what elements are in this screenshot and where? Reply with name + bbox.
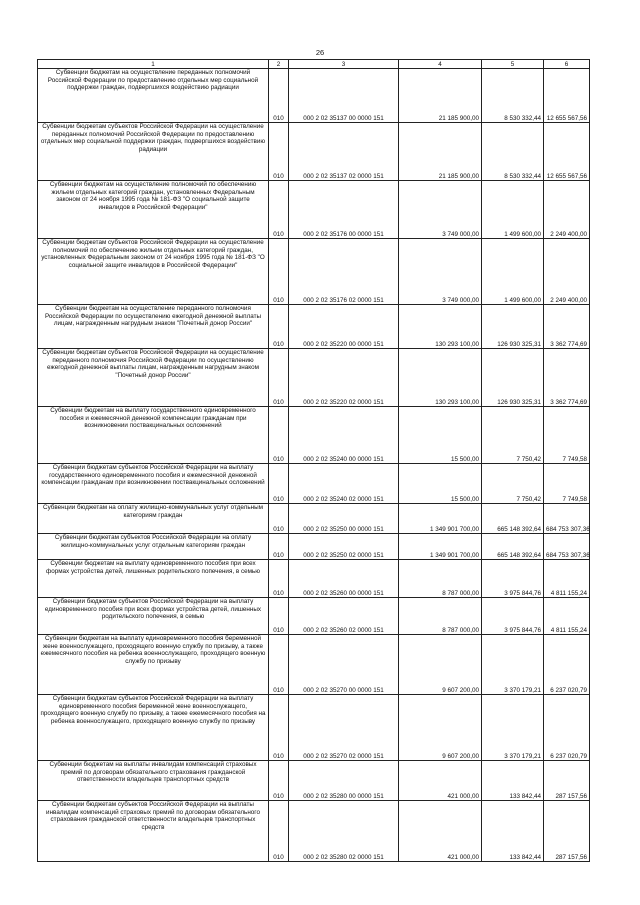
row-line-code: 010	[269, 239, 289, 305]
row-line-code: 010	[269, 534, 289, 560]
row-budget-code: 000 2 02 35176 02 0000 151	[289, 239, 399, 305]
row-approved-amount: 15 500,00	[399, 407, 482, 464]
row-executed-amount: 665 148 392,64	[482, 534, 544, 560]
table-row	[38, 504, 590, 534]
table-row	[38, 69, 590, 123]
row-budget-code: 000 2 02 35220 02 0000 151	[289, 349, 399, 407]
row-unexecuted-amount: 4 811 155,24	[544, 598, 590, 635]
row-budget-code: 000 2 02 35250 02 0000 151	[289, 534, 399, 560]
row-line-code: 010	[269, 504, 289, 534]
row-budget-code: 000 2 02 35240 00 0000 151	[289, 407, 399, 464]
row-description: Субвенции бюджетам на оплату жилищно-коммунальных услуг отдельным категориям граждан	[38, 504, 269, 534]
row-executed-amount: 7 750,42	[482, 464, 544, 504]
row-unexecuted-amount: 3 362 774,69	[544, 349, 590, 407]
row-executed-amount: 8 530 332,44	[482, 123, 544, 181]
row-line-code: 010	[269, 801, 289, 862]
row-approved-amount: 1 349 901 700,00	[399, 504, 482, 534]
table-row	[38, 407, 590, 464]
row-executed-amount: 3 975 844,76	[482, 560, 544, 598]
budget-table	[37, 59, 590, 862]
row-line-code: 010	[269, 407, 289, 464]
row-approved-amount: 3 749 000,00	[399, 239, 482, 305]
row-unexecuted-amount: 7 749,58	[544, 407, 590, 464]
row-line-code: 010	[269, 695, 289, 761]
row-budget-code: 000 2 02 35260 00 0000 151	[289, 560, 399, 598]
row-description: Субвенции бюджетам на выплату государственного единовременного пособия и ежемесячной денежной компенсации гражданам при возникновении поствакцинальных осложнений	[38, 407, 269, 464]
row-description: Субвенции бюджетам субъектов Российской Федерации на выплату единовременного пособия беременной жене военнослужащего, проходящего военную службу по призыву, а также ежемесячного пособия на ребенка военнослужащего, проходящего военную службу по призыву	[38, 695, 269, 761]
row-description: Субвенции бюджетам на выплаты инвалидам компенсаций страховых премий по договорам обязательного страхования гражданской ответственности владельцев транспортных средств	[38, 761, 269, 801]
table-row	[38, 801, 590, 862]
row-description: Субвенции бюджетам на осуществление переданного полномочия Российской Федерации по осуществлению ежегодной денежной выплаты лицам, награжденным нагрудным знаком "Почетный донор России"	[38, 305, 269, 349]
row-budget-code: 000 2 02 35176 00 0000 151	[289, 181, 399, 239]
row-description: Субвенции бюджетам субъектов Российской Федерации на выплаты инвалидам компенсаций страховых премий по договорам обязательного страхования гражданской ответственности владельцев транспортных средств	[38, 801, 269, 862]
page-number: 26	[315, 48, 325, 57]
row-executed-amount: 665 148 392,64	[482, 504, 544, 534]
row-line-code: 010	[269, 69, 289, 123]
row-unexecuted-amount: 6 237 020,79	[544, 695, 590, 761]
column-header-4: 4	[399, 60, 482, 69]
column-header-2: 2	[269, 60, 289, 69]
column-number-row	[38, 60, 590, 69]
row-approved-amount: 8 787 000,00	[399, 598, 482, 635]
row-line-code: 010	[269, 560, 289, 598]
row-approved-amount: 421 000,00	[399, 761, 482, 801]
row-line-code: 010	[269, 761, 289, 801]
row-executed-amount: 133 842,44	[482, 761, 544, 801]
row-unexecuted-amount: 684 753 307,36	[544, 534, 590, 560]
table-row	[38, 560, 590, 598]
row-description: Субвенции бюджетам на выплату единовременного пособия при всех формах устройства детей, лишенных родительского попечения, в семью	[38, 560, 269, 598]
row-description: Субвенции бюджетам субъектов Российской Федерации на оплату жилищно-коммунальных услуг отдельным категориям граждан	[38, 534, 269, 560]
row-unexecuted-amount: 4 811 155,24	[544, 560, 590, 598]
table-row	[38, 181, 590, 239]
row-unexecuted-amount: 3 362 774,69	[544, 305, 590, 349]
row-unexecuted-amount: 287 157,56	[544, 801, 590, 862]
row-unexecuted-amount: 287 157,56	[544, 761, 590, 801]
row-approved-amount: 3 749 000,00	[399, 181, 482, 239]
row-unexecuted-amount: 12 655 567,56	[544, 123, 590, 181]
table-row	[38, 349, 590, 407]
row-approved-amount: 9 607 200,00	[399, 635, 482, 695]
row-description: Субвенции бюджетам субъектов Российской Федерации на осуществление переданного полномочия Российской Федерации по осуществлению ежегодной денежной выплаты лицам, награжденным нагрудным знаком "Почетный донор России"	[38, 349, 269, 407]
row-executed-amount: 126 930 325,31	[482, 349, 544, 407]
row-description: Субвенции бюджетам на выплату единовременного пособия беременной жене военнослужащего, проходящего военную службу по призыву, а также ежемесячного пособия на ребенка военнослужащего, проходящего военную службу по призыву	[38, 635, 269, 695]
row-unexecuted-amount: 7 749,58	[544, 464, 590, 504]
row-approved-amount: 8 787 000,00	[399, 560, 482, 598]
row-budget-code: 000 2 02 35260 02 0000 151	[289, 598, 399, 635]
row-approved-amount: 21 185 900,00	[399, 69, 482, 123]
row-unexecuted-amount: 2 249 400,00	[544, 181, 590, 239]
row-description: Субвенции бюджетам на осуществление переданных полномочий Российской Федерации по предоставлению отдельных мер социальной поддержки граждан, подвергшихся воздействию радиации	[38, 69, 269, 123]
row-budget-code: 000 2 02 35137 00 0000 151	[289, 69, 399, 123]
row-line-code: 010	[269, 598, 289, 635]
row-description: Субвенции бюджетам субъектов Российской Федерации на осуществление переданных полномочий Российской Федерации по предоставлению отдельных мер социальной поддержки граждан, подвергшихся воздействию радиации	[38, 123, 269, 181]
table-row	[38, 761, 590, 801]
row-budget-code: 000 2 02 35220 00 0000 151	[289, 305, 399, 349]
row-line-code: 010	[269, 635, 289, 695]
table-row	[38, 239, 590, 305]
column-header-5: 5	[482, 60, 544, 69]
row-executed-amount: 8 530 332,44	[482, 69, 544, 123]
row-description: Субвенции бюджетам на осуществление полномочий по обеспечению жильем отдельных категорий граждан, установленных Федеральным законом от 24 ноября 1995 года № 181-ФЗ "О социальной защите инвалидов в Российской Федерации"	[38, 181, 269, 239]
table-row	[38, 598, 590, 635]
table-row	[38, 305, 590, 349]
row-budget-code: 000 2 02 35270 00 0000 151	[289, 635, 399, 695]
row-approved-amount: 421 000,00	[399, 801, 482, 862]
row-budget-code: 000 2 02 35280 00 0000 151	[289, 761, 399, 801]
row-budget-code: 000 2 02 35240 02 0000 151	[289, 464, 399, 504]
row-approved-amount: 9 607 200,00	[399, 695, 482, 761]
row-executed-amount: 3 370 179,21	[482, 695, 544, 761]
row-executed-amount: 7 750,42	[482, 407, 544, 464]
row-approved-amount: 130 293 100,00	[399, 349, 482, 407]
row-unexecuted-amount: 12 655 567,56	[544, 69, 590, 123]
row-unexecuted-amount: 2 249 400,00	[544, 239, 590, 305]
row-line-code: 010	[269, 123, 289, 181]
row-line-code: 010	[269, 305, 289, 349]
row-line-code: 010	[269, 349, 289, 407]
row-line-code: 010	[269, 181, 289, 239]
table-row	[38, 123, 590, 181]
row-executed-amount: 133 842,44	[482, 801, 544, 862]
row-budget-code: 000 2 02 35137 02 0000 151	[289, 123, 399, 181]
row-approved-amount: 21 185 900,00	[399, 123, 482, 181]
row-executed-amount: 1 499 600,00	[482, 239, 544, 305]
row-description: Субвенции бюджетам субъектов Российской Федерации на выплату единовременного пособия при всех формах устройства детей, лишенных родительского попечения, в семью	[38, 598, 269, 635]
row-unexecuted-amount: 684 753 307,36	[544, 504, 590, 534]
row-line-code: 010	[269, 464, 289, 504]
table-row	[38, 464, 590, 504]
row-approved-amount: 15 500,00	[399, 464, 482, 504]
table-row	[38, 695, 590, 761]
row-description: Субвенции бюджетам субъектов Российской Федерации на выплату государственного единовременного пособия и ежемесячной денежной компенсации гражданам при возникновении поствакцинальных осложнений	[38, 464, 269, 504]
table-row	[38, 635, 590, 695]
row-approved-amount: 1 349 901 700,00	[399, 534, 482, 560]
row-budget-code: 000 2 02 35280 02 0000 151	[289, 801, 399, 862]
row-executed-amount: 126 930 325,31	[482, 305, 544, 349]
row-budget-code: 000 2 02 35250 00 0000 151	[289, 504, 399, 534]
row-approved-amount: 130 293 100,00	[399, 305, 482, 349]
row-executed-amount: 3 370 179,21	[482, 635, 544, 695]
row-executed-amount: 3 975 844,76	[482, 598, 544, 635]
table-body	[38, 69, 590, 862]
row-budget-code: 000 2 02 35270 02 0000 151	[289, 695, 399, 761]
column-header-6: 6	[544, 60, 590, 69]
row-description: Субвенции бюджетам субъектов Российской Федерации на осуществление полномочий по обеспечению жильем отдельных категорий граждан, установленных Федеральным законом от 24 ноября 1995 года № 181-ФЗ "О социальной защите инвалидов в Российской Федерации"	[38, 239, 269, 305]
table-row	[38, 534, 590, 560]
row-executed-amount: 1 499 600,00	[482, 181, 544, 239]
row-unexecuted-amount: 6 237 020,79	[544, 635, 590, 695]
column-header-1: 1	[38, 60, 269, 69]
column-header-3: 3	[289, 60, 399, 69]
